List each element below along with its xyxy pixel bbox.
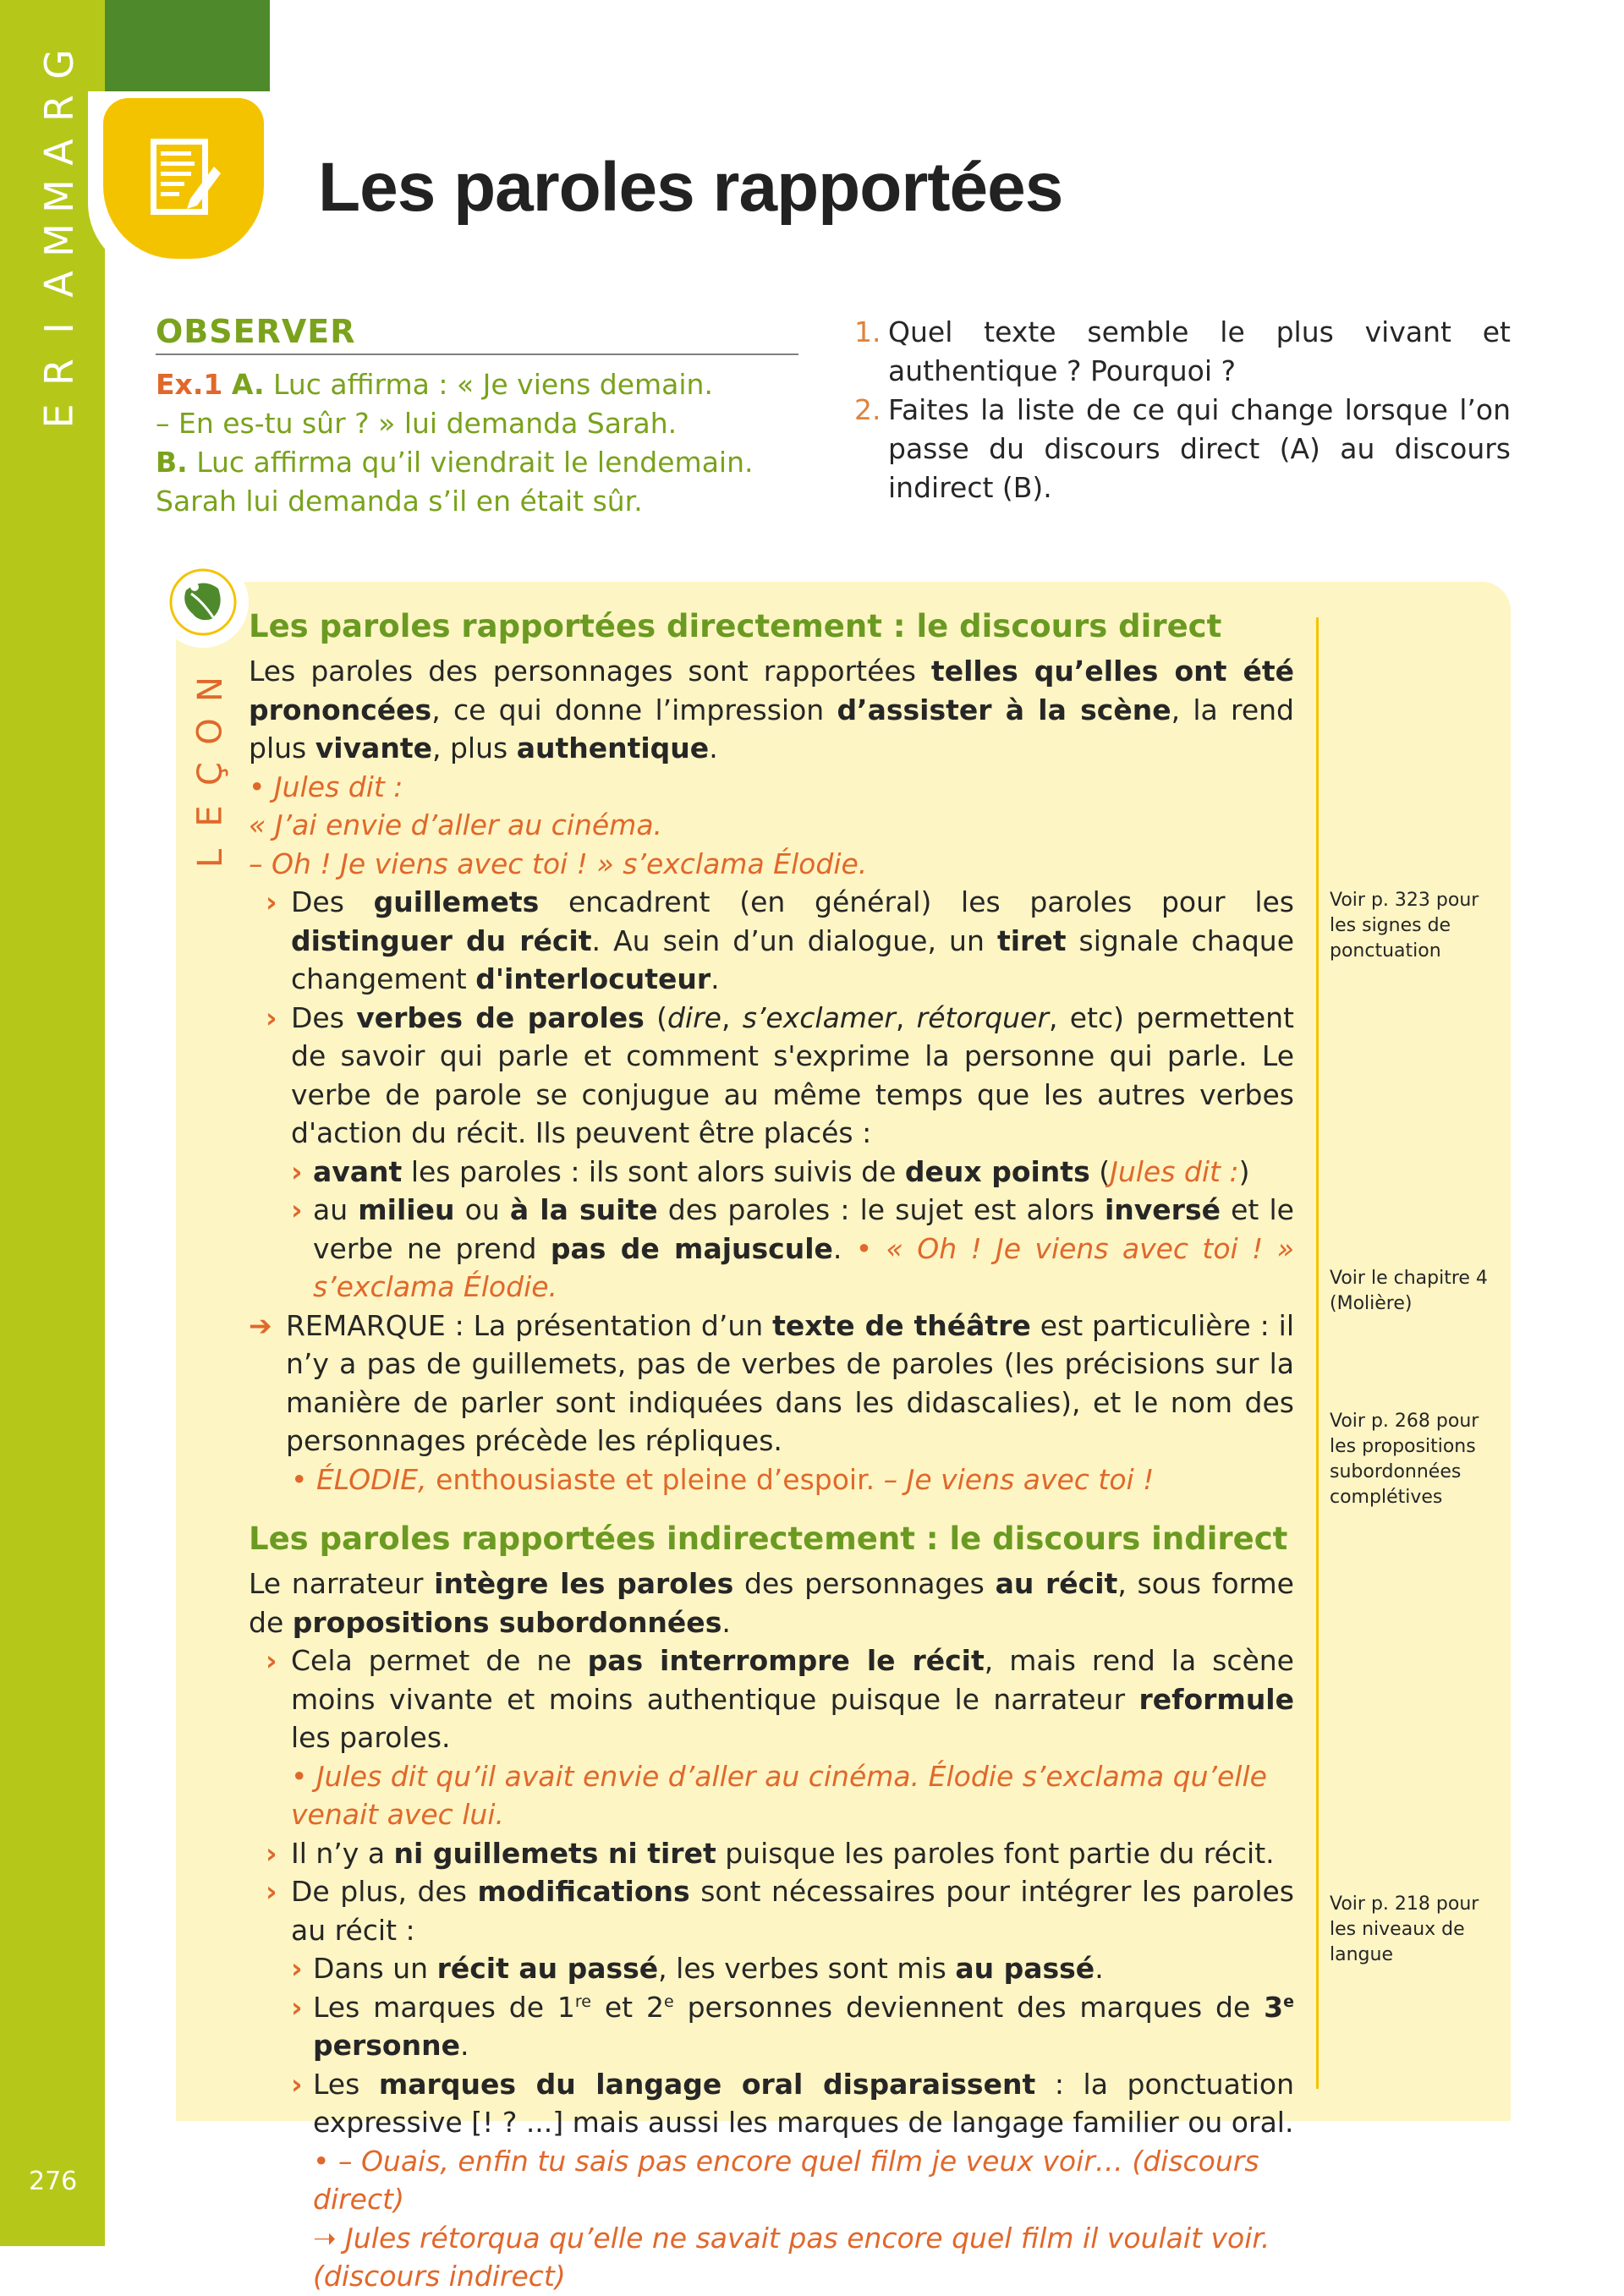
text-run: re	[574, 1992, 591, 2011]
text-run: .	[832, 1231, 856, 1265]
text-run: ni guillemets ni tiret	[393, 1836, 716, 1870]
observer-heading: OBSERVER	[156, 313, 798, 355]
sidebar-band	[0, 0, 105, 2246]
text-run: puisque les paroles font partie du récit.	[716, 1836, 1275, 1870]
section-heading-indirect: Les paroles rapportées indirectement : le discours indirect	[249, 1521, 1288, 1557]
text-run: Cela permet de ne	[291, 1644, 588, 1677]
remark-example	[249, 1460, 1294, 1499]
text-run: au passé	[955, 1952, 1095, 1985]
text-run: personnes deviennent des marques de	[673, 1990, 1265, 2024]
questions-list	[854, 313, 1511, 507]
chevron-right-icon: ›	[291, 1952, 303, 1985]
text-run: rétorquer	[916, 1000, 1049, 1034]
text-run: au	[313, 1193, 359, 1226]
sidebar-letter: I	[36, 322, 82, 334]
text-run: , ce qui donne l’impression	[431, 693, 837, 726]
arrow-right-icon: ➔	[249, 1308, 272, 1342]
text-run: telles qu’elles ont été prononcées	[249, 655, 1294, 726]
example-line: – Oh ! Je viens avec toi ! » s’exclama Élodie.	[249, 847, 868, 880]
section-heading-direct: Les paroles rapportées directement : le discours direct	[249, 608, 1222, 644]
text-run: , la rend plus	[249, 693, 1295, 764]
lecon-letter: O	[190, 718, 230, 745]
text-run: , les verbes sont mis	[658, 1952, 956, 1985]
sub-bullet-item	[249, 1191, 1294, 1307]
text-run: à la suite	[509, 1193, 658, 1226]
text-run: Dans un	[313, 1952, 437, 1985]
example-line: • Jules dit :	[249, 770, 403, 803]
bullet-item	[249, 999, 1294, 1153]
question-text: Quel texte semble le plus vivant et authentique ? Pourquoi ?	[888, 315, 1511, 387]
text-run: récit au passé	[436, 1952, 659, 1985]
text-run: des personnages	[733, 1567, 996, 1600]
exercise-label: Ex.1	[156, 368, 223, 401]
text-a-line2: – En es-tu sûr ? » lui demanda Sarah.	[156, 407, 678, 440]
text-run: est particulière : il n’y a pas de guillemets, pas de verbes de paroles (les précisions sur la manière de parler sont indiquées dans les didascalies), et le nom des personnages précède les répliques.	[286, 1308, 1294, 1457]
text-run: .	[721, 1605, 731, 1639]
sidenote: Voir le chapitre 4 (Molière)	[1330, 1268, 1488, 1314]
example-line: « J’ai envie d’aller au cinéma.	[249, 808, 663, 841]
text-run: authentique	[516, 732, 710, 764]
text-run: distinguer du récit	[291, 923, 592, 957]
text-run: .	[1095, 1952, 1104, 1985]
text-run: intègre les paroles	[434, 1567, 734, 1600]
text-run: Des	[291, 1000, 357, 1034]
chevron-right-icon: ›	[266, 1644, 277, 1677]
chevron-right-icon: ›	[291, 1154, 303, 1188]
text-run: personne	[313, 2029, 460, 2062]
text-run: s’exclamer	[742, 1000, 896, 1034]
text-run: reformule	[1138, 1682, 1294, 1716]
text-run: , sous forme de	[249, 1567, 1294, 1639]
text-run: des paroles : le sujet est alors	[657, 1193, 1105, 1226]
text-run: ,	[721, 1000, 743, 1034]
text-run: Les	[313, 2067, 379, 2101]
text-run: ou	[454, 1193, 510, 1226]
indirect-intro	[249, 1564, 1294, 1641]
observer-exercise	[156, 365, 815, 521]
text-run: e	[1283, 1992, 1295, 2011]
text-run: • « Oh ! Je viens avec toi ! » s’exclama Élodie.	[313, 1231, 1294, 1303]
text-run: les paroles : ils sont alors suivis de	[402, 1154, 905, 1188]
bullet-item	[249, 1834, 1294, 1873]
chevron-right-icon: ›	[291, 1193, 303, 1226]
text-run: .	[459, 2029, 469, 2062]
text-b: Luc affirma qu’il viendrait le lendemain. Sarah lui demanda s’il en était sûr.	[156, 446, 754, 518]
text-run: • ÉLODIE,	[291, 1462, 427, 1496]
lecon-label	[189, 668, 230, 879]
text-run: , mais rend la scène moins vivante et moins authentique puisque le narrateur	[291, 1644, 1294, 1716]
remark-item	[249, 1307, 1294, 1460]
sidenote: Voir p. 323 pour les signes de ponctuation	[1330, 890, 1479, 962]
text-run: De plus, des	[291, 1875, 478, 1908]
text-run: encadrent (en général) les paroles pour les	[539, 885, 1294, 918]
text-run: 3	[1264, 1990, 1284, 2024]
bullet-item	[249, 883, 1294, 999]
sub-bullet-item	[249, 1153, 1294, 1192]
text-run: au récit	[995, 1567, 1118, 1600]
text-run: Il n’y a	[291, 1836, 394, 1870]
text-a-label: A.	[231, 368, 265, 401]
lecon-letter: N	[190, 677, 230, 702]
text-run: Les marques de 1	[313, 1990, 575, 2024]
text-run: inversé	[1104, 1193, 1221, 1226]
text-run: tiret	[996, 923, 1067, 957]
text-run: . Au sein d’un dialogue, un	[591, 923, 997, 957]
chevron-right-icon: ›	[291, 1990, 303, 2024]
page-title: Les paroles rapportées	[318, 149, 1063, 226]
chevron-right-icon: ›	[266, 885, 277, 918]
text-run: (	[644, 1000, 667, 1034]
text-run: REMARQUE : La présentation d’un	[286, 1308, 773, 1342]
text-run: modifications	[477, 1875, 690, 1908]
text-run: pas de majuscule	[550, 1231, 833, 1265]
text-run: et 2	[591, 1990, 664, 2024]
text-run: Jules dit :	[1110, 1154, 1239, 1188]
text-run: dire	[667, 1000, 721, 1034]
sidebar-letter: R	[36, 95, 82, 122]
text-run: ,	[895, 1000, 917, 1034]
text-run: )	[1238, 1154, 1250, 1188]
example-line: • – Ouais, enfin tu sais pas encore quel film je veux voir… (discours direct)	[313, 2144, 1259, 2216]
question-number: 2.	[854, 393, 881, 426]
text-run: Des	[291, 885, 374, 918]
sidebar-letter: G	[36, 49, 82, 79]
sidenote: Voir p. 268 pour les propositions subordonnées complétives	[1330, 1411, 1479, 1508]
lecon-letter: E	[191, 805, 230, 827]
text-run: avant	[313, 1154, 403, 1188]
question-item	[854, 391, 1511, 507]
chevron-right-icon: ›	[266, 1875, 277, 1908]
text-run: : la ponctuation expressive [! ? ...] mais aussi les marques de langage familier ou oral.	[313, 2067, 1294, 2139]
text-run: texte de théâtre	[772, 1308, 1031, 1342]
direct-intro	[249, 652, 1294, 768]
text-run: et le verbe ne prend	[313, 1193, 1294, 1265]
bullet-item	[249, 1641, 1294, 1757]
text-run: d'interlocuteur	[475, 962, 711, 995]
example-line: (discours indirect)	[313, 2260, 566, 2293]
page-number: 276	[29, 2167, 78, 2196]
lecon-letter: Ç	[191, 762, 230, 786]
text-run: .	[709, 732, 718, 764]
text-run: , etc) permettent de savoir qui parle et comment s'exprime la personne qui parle. Le verbe de parole se conjugue au même temps que les autres verbes d'action du récit. Ils peuvent être placés :	[291, 1000, 1294, 1149]
text-run: sont nécessaires pour intégrer les paroles au récit :	[291, 1875, 1294, 1947]
document-pencil-icon	[103, 98, 264, 259]
sub-bullet-item	[249, 1949, 1294, 1988]
text-run: enthousiaste et pleine d’espoir.	[426, 1462, 875, 1496]
chevron-right-icon: ›	[291, 2067, 303, 2101]
text-run: signale chaque changement	[291, 923, 1294, 995]
sidebar-label	[30, 42, 81, 438]
sidebar-letter: A	[36, 271, 82, 298]
chevron-right-icon: ›	[266, 1000, 277, 1034]
text-run: d’assister à la scène	[837, 693, 1171, 726]
text-run: – Je viens avec toi !	[875, 1462, 1155, 1496]
text-run: vivante	[315, 732, 432, 764]
sidebar-letter: A	[36, 139, 82, 166]
bullet-item	[249, 1872, 1294, 1949]
text-run: verbes de paroles	[356, 1000, 645, 1034]
question-number: 1.	[854, 315, 881, 348]
margin-divider	[1316, 617, 1319, 2089]
sidenote: Voir p. 218 pour les niveaux de langue	[1330, 1893, 1479, 1965]
sub-bullet-item	[249, 1988, 1294, 2065]
text-run: (	[1089, 1154, 1111, 1188]
text-run: propositions subordonnées	[292, 1605, 722, 1639]
lesson-leaf-icon	[157, 556, 249, 648]
chevron-right-icon: ›	[266, 1836, 277, 1870]
text-b-label: B.	[156, 446, 188, 479]
text-run: guillemets	[373, 885, 540, 918]
example-line: • Jules dit qu’il avait envie d’aller au cinéma. Élodie s’exclama qu’elle venait avec lui.	[291, 1759, 1267, 1831]
text-run: Le narrateur	[249, 1567, 435, 1600]
lecon-letter: L	[190, 848, 230, 869]
text-run: marques du langage oral disparaissent	[378, 2067, 1036, 2101]
text-run: deux points	[904, 1154, 1090, 1188]
text-run: .	[710, 962, 720, 995]
text-run: pas interrompre le récit	[587, 1644, 985, 1677]
sidebar-letter: R	[36, 359, 82, 386]
text-run: milieu	[358, 1193, 455, 1226]
text-run: Les paroles des personnages sont rapportées	[249, 655, 931, 688]
sidebar-letter: E	[36, 403, 82, 429]
sidebar-letter: M	[36, 223, 82, 257]
text-run: les paroles.	[291, 1721, 451, 1754]
sidebar-letter: M	[36, 179, 82, 213]
question-item	[854, 313, 1511, 391]
example-line: ➝ Jules rétorqua qu’elle ne savait pas encore quel film il voulait voir.	[313, 2221, 1270, 2255]
question-text: Faites la liste de ce qui change lorsque l’on passe du discours direct (A) au discours indirect (B).	[888, 393, 1511, 504]
text-run: e	[664, 1992, 674, 2011]
sub-bullet-item	[249, 2065, 1294, 2142]
text-run: , plus	[431, 732, 517, 764]
lesson-content	[249, 605, 1294, 2296]
text-a-line1: Luc affirma : « Je viens demain.	[273, 368, 713, 401]
